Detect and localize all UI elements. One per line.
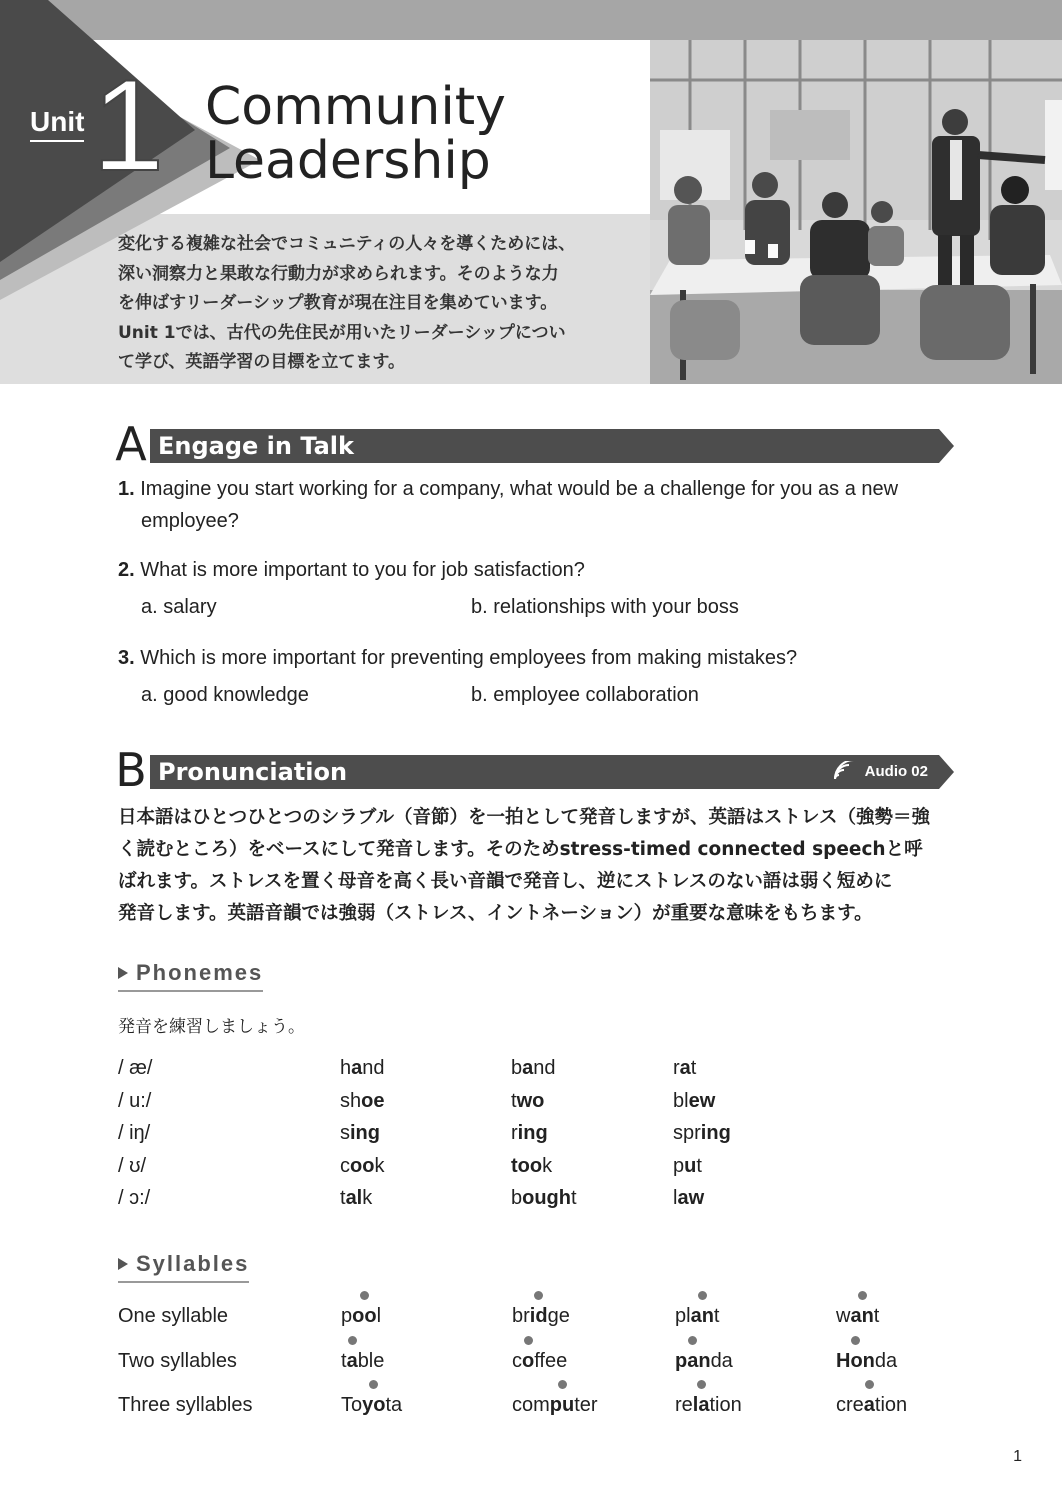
phoneme-example: [673, 1089, 715, 1113]
intro-line: を伸ばすリーダーシップ教育が現在注目を集めています。: [118, 293, 558, 313]
stress-dot: [858, 1291, 867, 1300]
section-b-banner: [112, 743, 954, 797]
phoneme-symbol: / ʊ/: [118, 1154, 147, 1177]
phoneme-symbol: / ɔ:/: [118, 1187, 151, 1209]
option-a: a. good knowledge: [141, 684, 309, 706]
section-a-letter: A: [112, 419, 150, 469]
word-part: b: [511, 1057, 523, 1079]
audio-label: Audio 02: [864, 762, 928, 780]
word-part: To: [341, 1394, 363, 1416]
body-line: ばれます。ストレスを置く母音を高く長い音韻で発音し、逆にストレスのない語は弱く短めに: [118, 871, 893, 892]
syllable-word: [836, 1304, 879, 1328]
stressed-word: [341, 1305, 381, 1327]
word-part: u: [684, 1154, 697, 1177]
page-number: 1: [1013, 1448, 1022, 1465]
stressed-word: [341, 1394, 402, 1416]
syllable-row-label: Three syllables: [118, 1394, 253, 1416]
example-word: [673, 1155, 702, 1177]
phonemes-heading-text: Phonemes: [136, 960, 264, 985]
word-part: wo: [516, 1089, 545, 1112]
word-part: o: [522, 1349, 535, 1372]
option-b: b. relationships with your boss: [471, 596, 739, 618]
example-word: [673, 1090, 715, 1112]
intro-line: 変化する複雑な社会でコミュニティの人々を導くためには、: [118, 234, 576, 254]
phoneme-example: [340, 1154, 384, 1178]
word-part: pu: [549, 1394, 575, 1416]
unit-number: 1: [92, 52, 165, 198]
word-part: aw: [677, 1187, 705, 1209]
stress-dot: [697, 1380, 706, 1389]
syllable-word: [675, 1349, 733, 1373]
word-part: la: [692, 1394, 710, 1416]
word-part: al: [345, 1187, 363, 1209]
word-part: nd: [533, 1057, 556, 1079]
word-part: l: [673, 1187, 678, 1209]
stress-dot: [688, 1336, 697, 1345]
syllable-word: [512, 1349, 567, 1373]
example-word: [511, 1155, 552, 1177]
word-part: t: [873, 1305, 880, 1327]
phoneme-example: [673, 1121, 731, 1145]
syllable-word: [512, 1393, 598, 1417]
word-part: ble: [357, 1349, 385, 1372]
word-part: an: [850, 1305, 874, 1327]
example-word: [340, 1187, 372, 1209]
stressed-word: [675, 1305, 719, 1327]
stressed-word: [512, 1394, 598, 1416]
word-part: a: [522, 1057, 534, 1079]
phoneme-example: [511, 1186, 577, 1210]
question-2: [118, 554, 585, 586]
section-a-banner: [112, 417, 954, 471]
word-part: pan: [675, 1349, 711, 1372]
stress-dot: [851, 1336, 860, 1345]
word-part: s: [340, 1122, 350, 1144]
word-part: ing: [700, 1122, 731, 1144]
word-part: t: [713, 1305, 720, 1327]
meeting-photo: [650, 40, 1062, 384]
word-part: spr: [673, 1122, 701, 1144]
word-part: cre: [836, 1394, 864, 1416]
word-part: ing: [350, 1122, 380, 1144]
word-part: p: [341, 1305, 353, 1327]
stress-dot: [524, 1336, 533, 1345]
word-part: k: [362, 1187, 373, 1209]
syllable-word: [836, 1393, 907, 1417]
phoneme-example: [511, 1154, 552, 1178]
question-text: What is more important to you for job satisfaction?: [140, 559, 585, 581]
word-part: tion: [874, 1394, 908, 1416]
word-part: l: [376, 1305, 382, 1327]
page-title: [205, 77, 506, 191]
syllable-word: [512, 1304, 570, 1328]
syllable-row-label: One syllable: [118, 1305, 229, 1327]
intro-text: [118, 230, 638, 378]
word-part: t: [340, 1187, 346, 1209]
triangle-icon: [118, 1258, 128, 1270]
phoneme-example: [340, 1089, 384, 1113]
word-part: ge: [547, 1305, 570, 1327]
word-part: tion: [709, 1394, 742, 1416]
word-part: yo: [362, 1394, 386, 1416]
syllable-word: [341, 1349, 384, 1373]
stress-dot: [558, 1380, 567, 1389]
stress-dot: [865, 1380, 874, 1389]
section-a-title: Engage in Talk: [158, 432, 354, 460]
question-number: 2.: [118, 559, 135, 581]
syllable-row-label: Two syllables: [118, 1349, 237, 1372]
word-part: c: [512, 1349, 522, 1372]
word-part: r: [673, 1057, 680, 1079]
word-part: a: [351, 1057, 363, 1079]
stress-dot: [369, 1380, 378, 1389]
word-part: oo: [350, 1154, 375, 1177]
word-part: oo: [352, 1305, 377, 1327]
phoneme-example: [340, 1121, 380, 1145]
word-part: k: [542, 1154, 553, 1177]
intro-line: 深い洞察力と果敢な行動力が求められます。そのような力: [118, 263, 559, 284]
example-word: [511, 1187, 577, 1209]
word-part: nd: [362, 1057, 385, 1079]
word-part: ough: [522, 1187, 571, 1209]
phoneme-example: [673, 1186, 704, 1210]
word-part: k: [374, 1154, 385, 1177]
audio-icon: [833, 761, 859, 781]
syllable-word: [836, 1349, 897, 1373]
word-part: ing: [517, 1122, 548, 1144]
example-word: [340, 1057, 385, 1079]
example-word: [673, 1187, 704, 1209]
syllables-heading: [118, 1249, 249, 1283]
phoneme-example: [511, 1121, 548, 1145]
example-word: [673, 1057, 696, 1079]
word-part: Hon: [836, 1349, 875, 1372]
word-part: br: [512, 1305, 530, 1327]
word-part: t: [690, 1057, 697, 1079]
stressed-word: [836, 1305, 879, 1327]
word-part: t: [341, 1349, 347, 1372]
word-part: da: [710, 1349, 733, 1372]
body-line: 日本語はひとつひとつのシラブル（音節）を一拍として発音しますが、英語はストレス（強勢＝強: [118, 807, 930, 828]
intro-line: て学び、英語学習の目標を立てます。: [118, 352, 405, 372]
title-line-1: Community: [205, 77, 506, 137]
word-part: p: [673, 1154, 685, 1177]
word-part: t: [696, 1154, 702, 1177]
body-line: 発音します。英語音韻では強弱（ストレス、イントネーション）が重要な意味をもちます。: [118, 903, 873, 924]
pronunciation-explanation: [118, 802, 958, 930]
example-word: [340, 1155, 384, 1177]
body-line: く読むところ）をベースにして発音します。そのためstress-timed connected speechと呼: [118, 839, 923, 860]
example-word: [340, 1090, 384, 1112]
word-part: com: [512, 1394, 550, 1416]
word-part: re: [675, 1394, 693, 1416]
word-part: h: [340, 1057, 352, 1079]
phoneme-symbol: / iŋ/: [118, 1122, 151, 1144]
question-3: [118, 642, 797, 674]
question-text: Which is more important for preventing employees from making mistakes?: [140, 647, 798, 669]
phoneme-symbol: / æ/: [118, 1057, 153, 1079]
word-part: ew: [688, 1089, 716, 1112]
phoneme-example: [673, 1056, 696, 1080]
word-part: t: [511, 1089, 517, 1112]
phonemes-note: 発音を練習しましょう。: [118, 1017, 305, 1037]
phoneme-symbol: / u:/: [118, 1089, 152, 1112]
word-part: a: [679, 1057, 691, 1079]
word-part: c: [340, 1154, 350, 1177]
stressed-word: [512, 1350, 567, 1372]
phoneme-example: [673, 1154, 702, 1178]
syllables-heading-text: Syllables: [136, 1251, 250, 1276]
word-part: da: [874, 1349, 898, 1372]
question-text: Imagine you start working for a company, what would be a challenge for you as a new: [140, 478, 899, 500]
syllable-word: [341, 1304, 381, 1328]
word-part: r: [511, 1122, 518, 1144]
stressed-word: [341, 1350, 384, 1372]
stressed-word: [675, 1350, 733, 1372]
intro-line: Unit 1では、古代の先住民が用いたリーダーシップについ: [118, 322, 566, 343]
unit-label: Unit: [30, 106, 84, 142]
example-word: [511, 1057, 556, 1079]
phonemes-heading: [118, 958, 263, 992]
phoneme-example: [511, 1056, 556, 1080]
word-part: id: [529, 1305, 548, 1327]
option-a: a. salary: [141, 596, 217, 618]
phoneme-example: [511, 1089, 544, 1113]
word-part: too: [511, 1154, 543, 1177]
stress-dot: [534, 1291, 543, 1300]
word-part: t: [571, 1187, 577, 1209]
syllable-word: [675, 1304, 719, 1328]
word-part: b: [511, 1187, 523, 1209]
word-part: pl: [675, 1305, 691, 1327]
section-b-letter: B: [112, 745, 150, 795]
stressed-word: [836, 1350, 897, 1372]
stress-dot: [698, 1291, 707, 1300]
question-1: [118, 473, 898, 537]
word-part: ter: [574, 1394, 598, 1416]
word-part: w: [836, 1305, 851, 1327]
word-part: a: [346, 1349, 358, 1372]
stress-dot: [360, 1291, 369, 1300]
question-number: 1.: [118, 478, 135, 500]
example-word: [340, 1122, 380, 1144]
phoneme-example: [340, 1186, 372, 1210]
triangle-icon: [118, 967, 128, 979]
example-word: [511, 1090, 544, 1112]
question-text-cont: employee?: [141, 510, 239, 532]
example-word: [673, 1122, 731, 1144]
phoneme-example: [340, 1056, 385, 1080]
stressed-word: [512, 1305, 570, 1327]
word-part: oe: [361, 1089, 385, 1112]
syllable-word: [341, 1393, 402, 1417]
option-b: b. employee collaboration: [471, 684, 699, 706]
word-part: a: [863, 1394, 875, 1416]
syllable-word: [675, 1393, 742, 1417]
example-word: [511, 1122, 548, 1144]
word-part: an: [690, 1305, 714, 1327]
word-part: ffee: [534, 1349, 568, 1372]
question-number: 3.: [118, 647, 135, 669]
audio-badge[interactable]: [833, 761, 928, 781]
stressed-word: [675, 1394, 742, 1416]
stressed-word: [836, 1394, 907, 1416]
word-part: bl: [673, 1089, 689, 1112]
word-part: ta: [385, 1394, 403, 1416]
section-b-title: Pronunciation: [158, 758, 348, 786]
stress-dot: [348, 1336, 357, 1345]
word-part: sh: [340, 1089, 362, 1112]
title-line-2: Leadership: [205, 131, 491, 191]
